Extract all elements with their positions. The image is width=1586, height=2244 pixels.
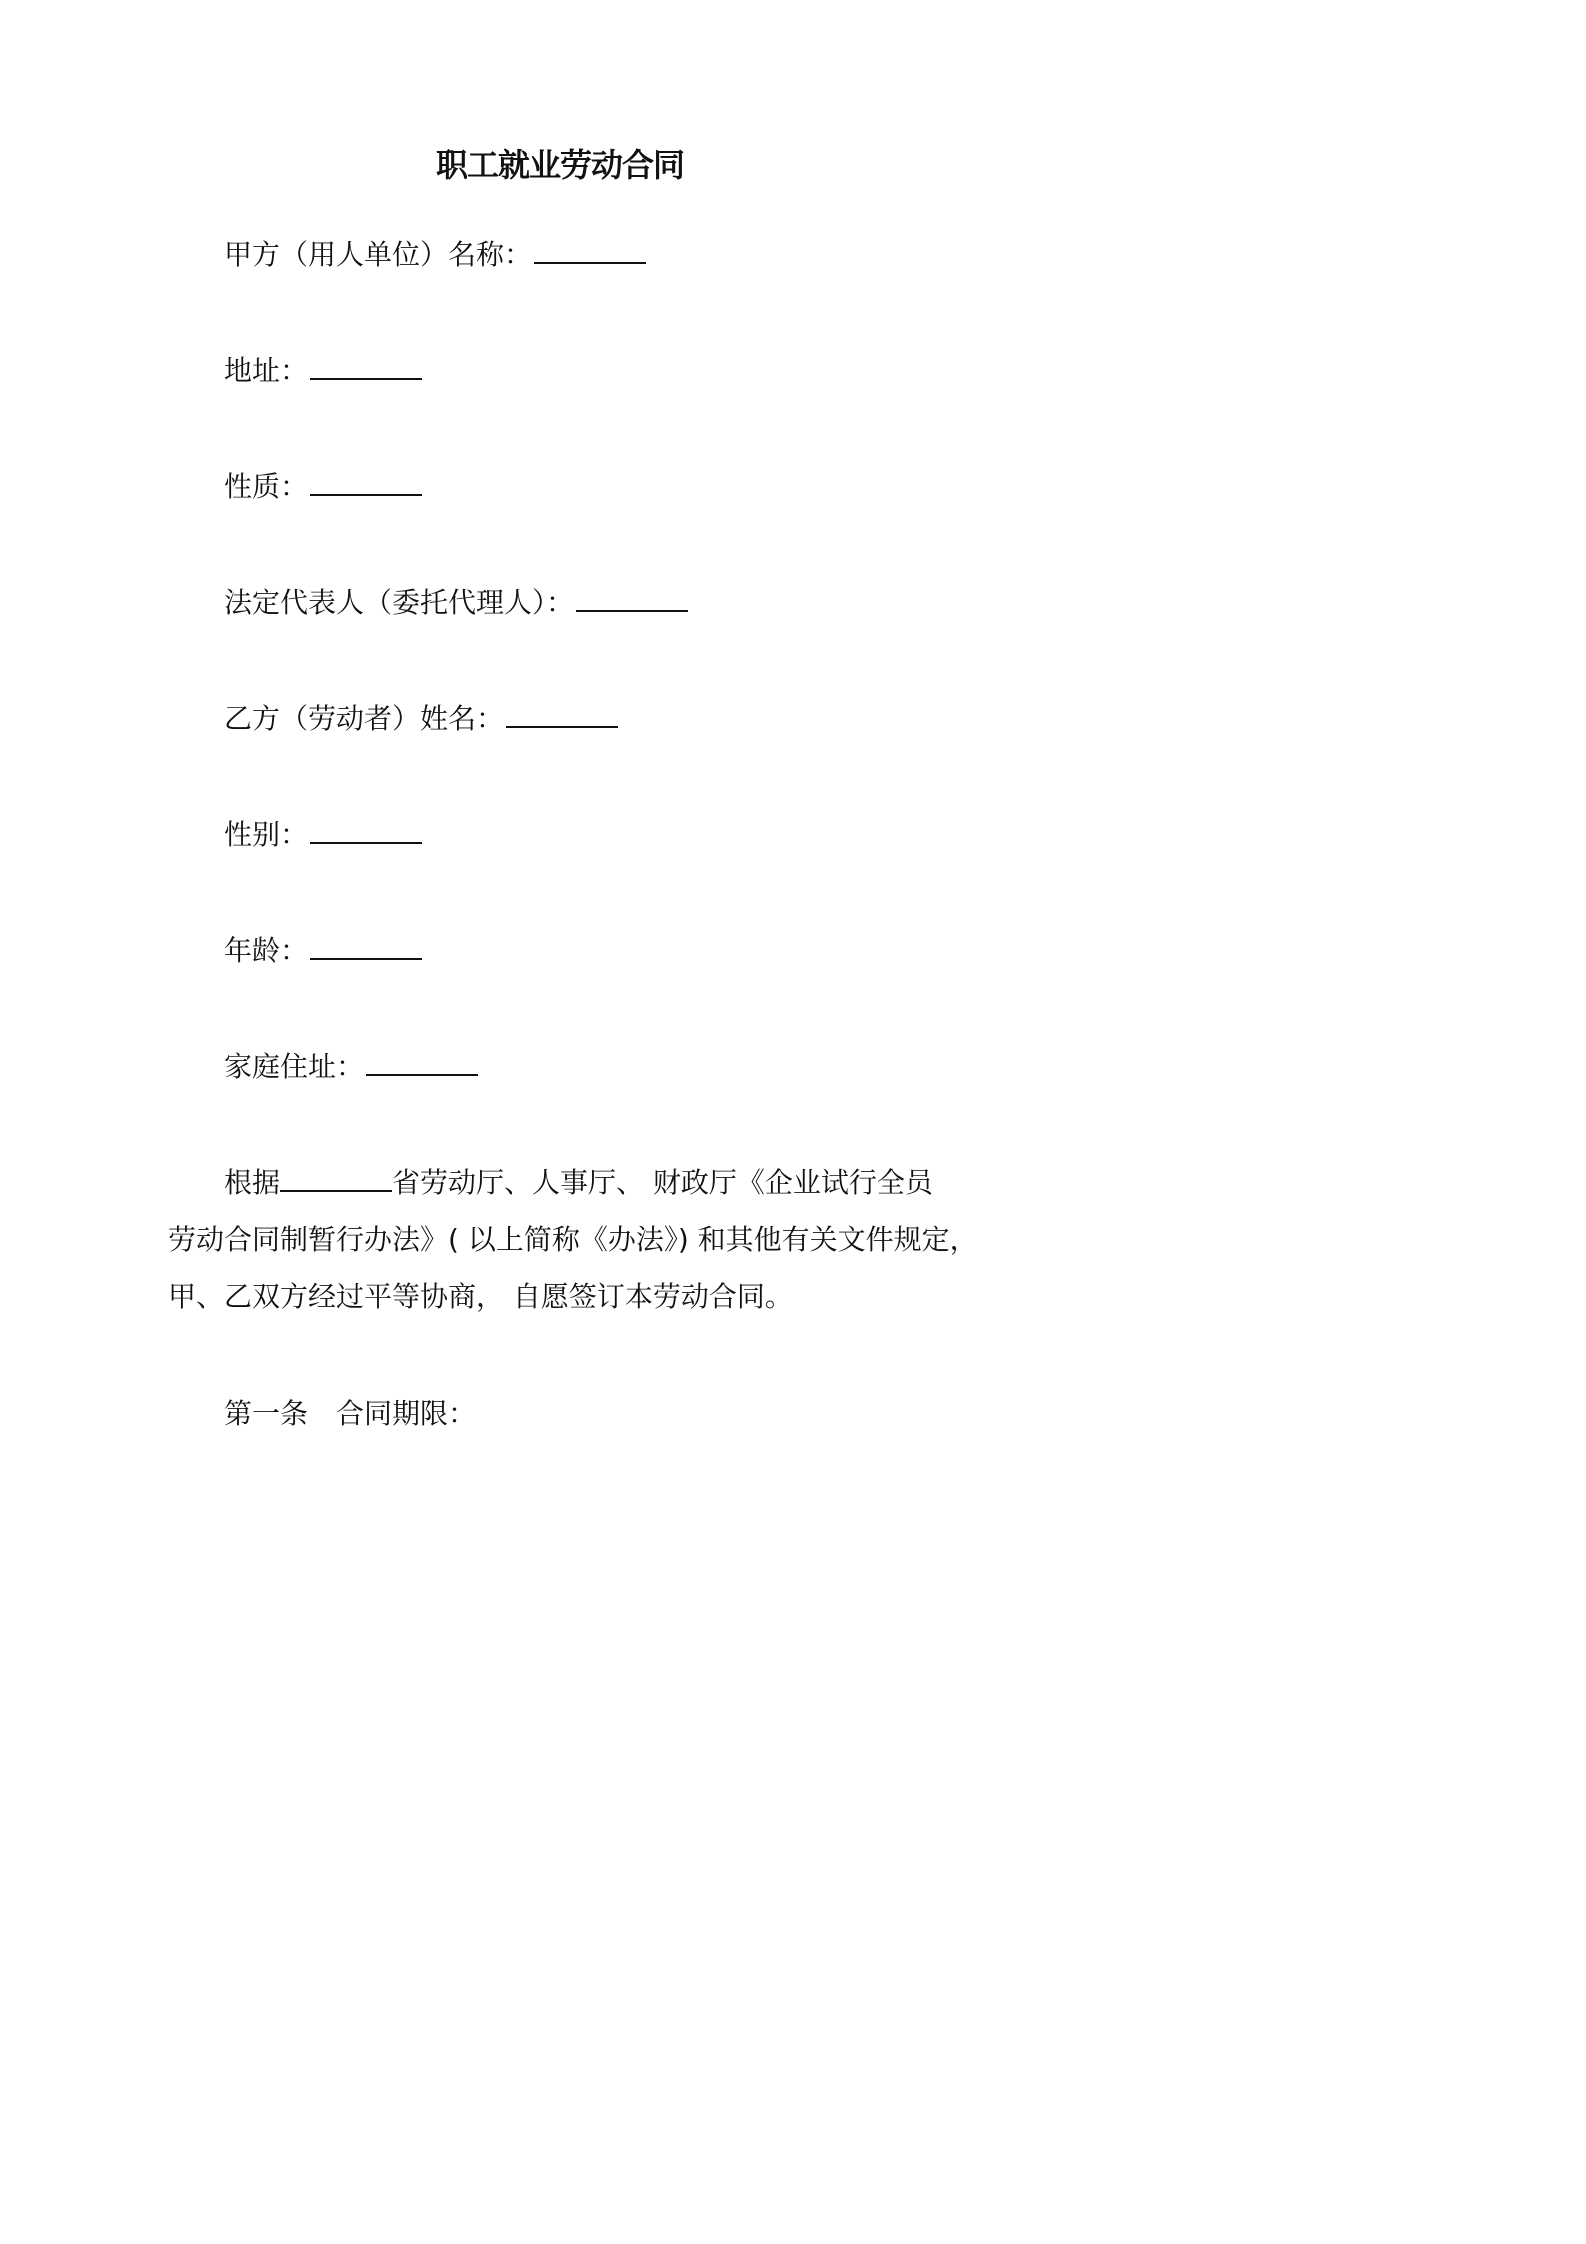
field-home-address <box>224 1044 478 1087</box>
paragraph-line-2: 劳动合同制暂行办法》( 以上简称《办法》) 和其他有关文件规定， <box>168 1223 978 1256</box>
field-employer-name <box>224 232 646 275</box>
basis-paragraph <box>168 1154 978 1325</box>
article-title: 合同期限： <box>336 1397 477 1430</box>
paragraph-line-1 <box>168 1154 968 1211</box>
document-title: 职工就业劳动合同 <box>435 146 684 184</box>
fill-blank[interactable] <box>366 1044 478 1076</box>
fill-blank[interactable] <box>310 464 422 496</box>
field-legal-representative <box>224 580 688 623</box>
fill-blank[interactable] <box>310 812 422 844</box>
field-label: 年龄： <box>224 934 309 967</box>
field-label: 性别： <box>224 818 309 851</box>
fill-blank[interactable] <box>576 580 688 612</box>
field-address <box>224 348 422 391</box>
paragraph-line-1-text: 省劳动厅、人事厅、 财政厅《企业试行全员 <box>392 1166 933 1199</box>
field-label: 甲方（用人单位）名称： <box>224 238 533 271</box>
field-label: 地址： <box>224 354 309 387</box>
article-number: 第一条 <box>224 1397 309 1430</box>
field-label: 法定代表人（委托代理人）： <box>224 586 575 619</box>
field-label: 性质： <box>224 470 309 503</box>
paragraph-lead: 根据 <box>224 1166 281 1199</box>
fill-blank[interactable] <box>534 232 646 264</box>
field-employee-name <box>224 696 618 739</box>
fill-blank[interactable] <box>310 348 422 380</box>
fill-blank[interactable] <box>280 1160 392 1192</box>
field-gender <box>224 812 422 855</box>
field-label: 家庭住址： <box>224 1050 365 1083</box>
fill-blank[interactable] <box>310 928 422 960</box>
field-nature <box>224 464 422 507</box>
article-1-heading <box>224 1394 476 1434</box>
field-label: 乙方（劳动者）姓名： <box>224 702 505 735</box>
paragraph-line-3: 甲、乙双方经过平等协商， 自愿签订本劳动合同。 <box>168 1280 793 1313</box>
fill-blank[interactable] <box>506 696 618 728</box>
field-age <box>224 928 422 971</box>
document-page <box>0 0 1120 1584</box>
